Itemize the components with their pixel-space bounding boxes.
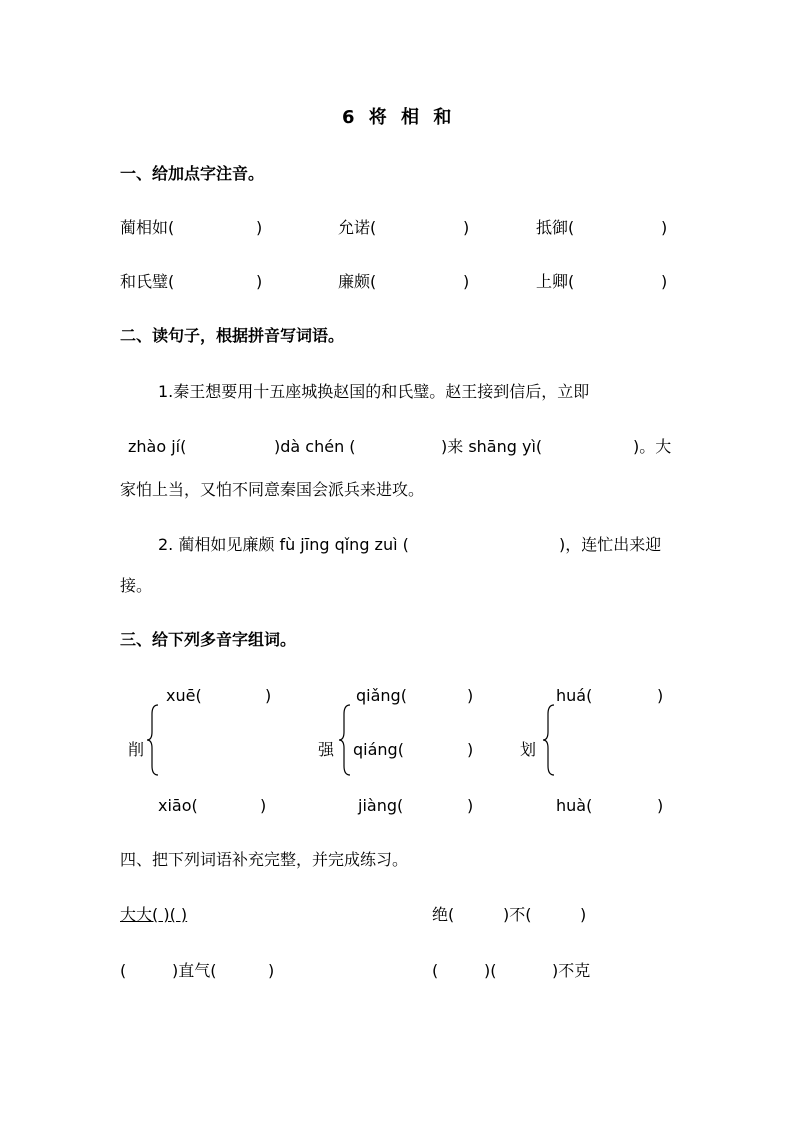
pinyin-blank: )来 shāng yì( bbox=[441, 437, 543, 456]
section-4-heading: 四、把下列词语补充完整，并完成练习。 bbox=[120, 850, 409, 869]
section-1-heading: 一、给加点字注音。 bbox=[120, 164, 265, 183]
polyphone-char: 划 bbox=[520, 740, 537, 759]
pinyin-top: xuē( bbox=[166, 686, 202, 705]
sentence-text: )，连忙出来迎 bbox=[559, 535, 662, 554]
polyphone-char: 削 bbox=[128, 740, 145, 759]
sentence-1-line-1: 1.秦王想要用十五座城换赵国的和氏璧。赵王接到信后，立即 bbox=[158, 382, 590, 401]
page-title: 6 将 相 和 bbox=[342, 107, 456, 128]
pinyin-top-close: ) bbox=[265, 686, 272, 705]
item-label: 允诺( bbox=[338, 218, 377, 237]
idiom-part: )直气( bbox=[172, 961, 217, 980]
item-close: ) bbox=[661, 272, 668, 291]
pinyin-blank: )dà chén ( bbox=[274, 437, 356, 456]
item-close: ) bbox=[256, 272, 263, 291]
sentence-text: )。大 bbox=[633, 437, 672, 456]
pinyin-top-close: ) bbox=[467, 686, 474, 705]
pinyin-top-close: ) bbox=[657, 686, 664, 705]
brace-icon bbox=[542, 704, 556, 776]
pinyin-bottom: xiāo( bbox=[158, 796, 198, 815]
item-close: ) bbox=[661, 218, 668, 237]
pinyin-mid-close: ) bbox=[467, 740, 474, 759]
item-label: 上卿( bbox=[536, 272, 575, 291]
item-label: 蔺相如( bbox=[120, 218, 175, 237]
pinyin-top: huá( bbox=[556, 686, 593, 705]
brace-icon bbox=[338, 704, 352, 776]
pinyin-top: qiǎng( bbox=[356, 686, 407, 705]
section-3-heading: 三、给下列多音字组词。 bbox=[120, 630, 297, 649]
item-close: ) bbox=[256, 218, 263, 237]
idiom-1: 大大( )( ) bbox=[120, 905, 188, 924]
idiom-part: )( bbox=[484, 961, 497, 980]
idiom-part: 绝( bbox=[432, 905, 455, 924]
pinyin-blank: zhào jí( bbox=[128, 437, 187, 456]
brace-icon bbox=[146, 704, 160, 776]
sentence-2-line-2: 接。 bbox=[120, 576, 153, 595]
pinyin-bottom: jiàng( bbox=[358, 796, 404, 815]
polyphone-char: 强 bbox=[318, 740, 335, 759]
idiom-part: ( bbox=[432, 961, 439, 980]
idiom-part: ) bbox=[580, 905, 587, 924]
pinyin-bottom-close: ) bbox=[467, 796, 474, 815]
item-label: 廉颇( bbox=[338, 272, 377, 291]
section-2-heading: 二、读句子，根据拼音写词语。 bbox=[120, 326, 345, 345]
pinyin-bottom: huà( bbox=[556, 796, 593, 815]
pinyin-bottom-close: ) bbox=[657, 796, 664, 815]
pinyin-mid: qiáng( bbox=[353, 740, 404, 759]
sentence-1-line-3: 家怕上当，又怕不同意秦国会派兵来进攻。 bbox=[120, 480, 425, 499]
idiom-part: )不克 bbox=[552, 961, 591, 980]
idiom-part: )不( bbox=[503, 905, 532, 924]
item-label: 和氏璧( bbox=[120, 272, 175, 291]
idiom-part: ( bbox=[120, 961, 127, 980]
pinyin-bottom-close: ) bbox=[260, 796, 267, 815]
item-close: ) bbox=[463, 272, 470, 291]
pinyin-blank: 2. 蔺相如见廉颇 fù jīng qǐng zuì ( bbox=[158, 535, 409, 554]
item-close: ) bbox=[463, 218, 470, 237]
idiom-part: ) bbox=[268, 961, 275, 980]
item-label: 抵御( bbox=[536, 218, 575, 237]
